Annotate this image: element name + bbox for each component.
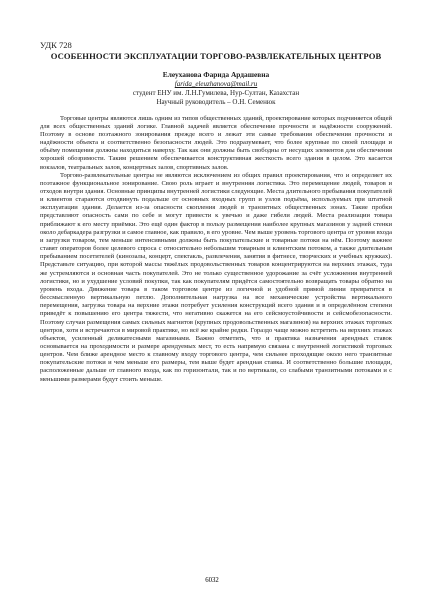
author-name: Елеуханова Фарида Ардашевна (162, 70, 270, 80)
scientific-advisor: Научный руководитель – О.Н. Семенюк (156, 98, 276, 107)
article-body (40, 115, 392, 384)
body-paragraph: Торгово-развлекательные центры не являются исключением из общих правил проектирования, что и определяет их поэтажное функциональное зонирование. Свою роль играет и внутренняя логистика. Это перемещение людей, товаров и отходов внутри здания. Основные принципы внутренней логистики следующие. Места длительного пребывания покупателей и клиентов стараются отодвинуть подальше от основных входных групп и узлов подъёма, используемых при штатной эксплуатации здания. Делается из-за опасности скопления людей в транзитных общественных зонах. Такие пробки представляют опасность сами по себе и могут привести к увечью и даже гибели людей. Места реализации товара приближают к его месту приёмки. Это ещё один фактор в пользу размещения наиболее крупных магазинов у задней стенки около дебаркадера разгрузки и самое главное, как правило, в его уровне. Чем выше уровень торгового центра от уровня входа и загрузки товаром, тем меньше интенсивными должны быть покупательские и товарные потоки на нём. Поэтому важнее ставят операторов более целевого спроса с относительно небольшим товарным и клиентским потоком, а также длительным пребыванием посетителей (кинозалы, концерт, спектакль, развлечения, занятия в фитнесе, творческих и учебных кружках). Представьте ситуацию, при которой массы тяжёлых продовольственных товаров концентрируются на верхних этажах, туда же устремляются и основная часть покупателей. Это не только существенное удорожание за счёт усложнения внутренней логистики, но и ухудшение условий покупки, так как покупателям придётся самостоятельно возвращать товары обратно на уровень входа. Движение товара в таком торговом центре из логичной и удобной прямой линии превратится в бессмысленную вертикальную петлю. Дополнительная нагрузка на все механические устройства вертикального перемещения, загрузка товара на верхние этажи потребует усиления конструкций всего здания и в определённом степени приведёт к повышению его центра тяжести, что негативно скажется на его сейсмоустойчивости и сейсмобезопасности. Поэтому случаи размещения самых сильных магнитов (крупных продовольственных магазинов) на верхних этажах торговых центров, хотя и встречаются в мировой практике, но всё же крайне редки. Гораздо чаще можно встретить на верхних этажах объектов, усиленный деликатесными магазинами. Важно отметить, что и практика назначения арендных ставок основывается на проходимости и размере арендуемых мест, то есть напрямую связана с внутренней логистикой торговых центров. Чем ближе арендное место к главному входу торгового центра, чем сильнее проходящие около него транзитные покупательские потоки и чем меньше его размеры, тем выше будет арендная ставка. И соответственно большие площади, расположенные дальше от главного входа, как по горизонтали, так и по вертикали, со слабыми транзитными потоками и с меньшими размерами будут стоить меньше. (40, 171, 393, 383)
paper-title: ОСОБЕННОСТИ ЭКСПЛУАТАЦИИ ТОРГОВО-РАЗВЛЕКАТЕЛЬНЫХ ЦЕНТРОВ (50, 51, 382, 61)
author-email[interactable]: farida_eleuzhanova@mail.ru (174, 80, 258, 88)
page-number: 6032 (205, 577, 219, 584)
body-paragraph: Торговые центры являются лишь одним из типов общественных зданий, проектирование которых подчиняется общей для всех общественных зданий логике. Главной задачей является обеспечение прочности и надёжности сооружений. Поэтому в основе поэтажного зонирования прежде всего и лежат эти самые требования обеспечения прочности и надёжности объекта и соответственно безопасности людей. Это подразумевает, что более крупные по своей площади и объёму помещения должны находиться наверху. Так как они должны быть свободны от несущих элементов для обеспечения хорошей обозримости. Таким решением обеспечивается конструктивная жесткость всего здания в целом. Это касается вокзалов, театральных залов, концертных залов, спортивных залов. (40, 114, 392, 171)
udk-code: УДК 728 (40, 40, 72, 50)
author-affiliation: студент ЕНУ им. Л.Н.Гумилева, Нур-Султан, Казахстан (132, 89, 300, 98)
